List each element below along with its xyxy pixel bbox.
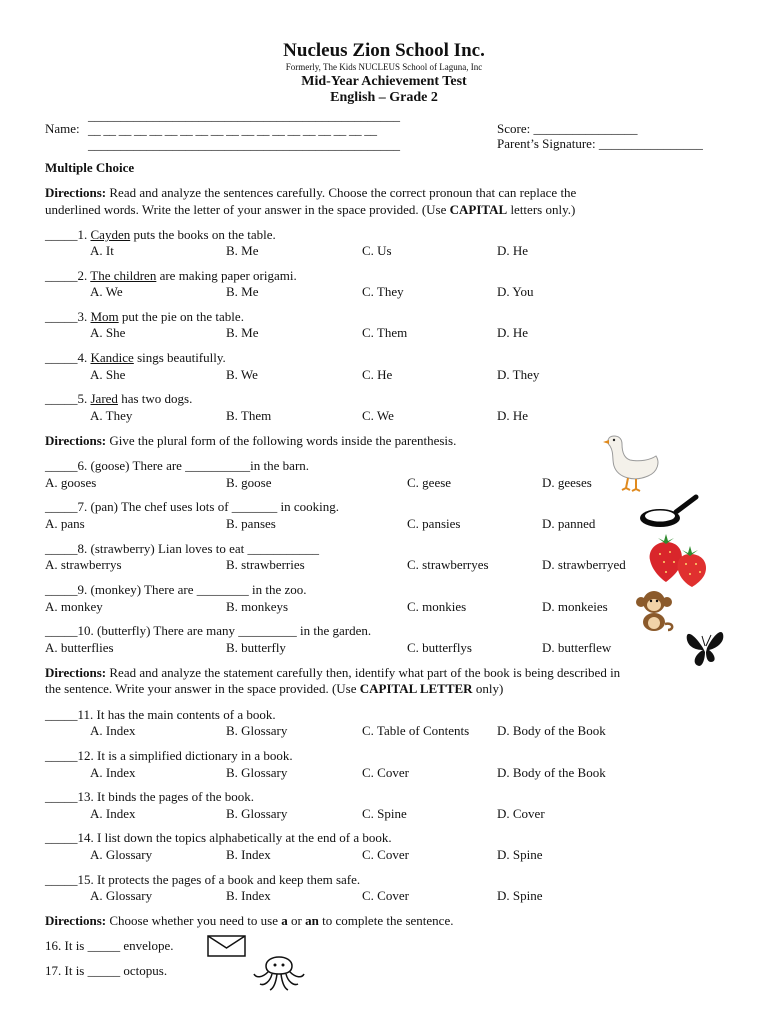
directions-4: Directions: Choose whether you need to use a or an to complete the sentence.	[45, 913, 454, 928]
answer-blank[interactable]: _____	[87, 938, 121, 953]
option[interactable]: B. Index	[226, 888, 271, 903]
option[interactable]: C. Cover	[362, 847, 409, 862]
directions-1-line2: underlined words. Write the letter of your answer in the space provided. (Use CAPITAL letters only.)	[45, 202, 576, 217]
option[interactable]: A. gooses	[45, 475, 97, 490]
answer-blank[interactable]: _____	[45, 268, 78, 283]
option[interactable]: C. Spine	[362, 806, 407, 821]
option[interactable]: B. strawberries	[226, 557, 305, 572]
option[interactable]: D. geeses	[542, 475, 592, 490]
option[interactable]: D. He	[497, 408, 529, 423]
formerly-line: Formerly, The Kids NUCLEUS School of Laguna, Inc	[285, 62, 483, 72]
option[interactable]: C. Table of Contents	[362, 723, 470, 738]
option[interactable]: A. butterflies	[45, 640, 114, 655]
monkey-icon	[632, 590, 676, 632]
article-item: 17. It is _____ octopus.	[45, 963, 168, 978]
answer-blank[interactable]: _____	[45, 227, 78, 242]
option[interactable]: D. He	[497, 243, 529, 258]
answer-blank[interactable]: _____	[45, 872, 78, 887]
option[interactable]: D. Spine	[497, 847, 543, 862]
option[interactable]: A. Index	[90, 806, 136, 821]
option[interactable]: D. He	[497, 325, 529, 340]
name-line-bottom[interactable]: ________________________________________________	[88, 137, 400, 152]
option[interactable]: A. Index	[90, 723, 136, 738]
score-label: Score:	[497, 121, 531, 136]
option[interactable]: C. geese	[407, 475, 452, 490]
option[interactable]: D. They	[497, 367, 540, 382]
pan-icon	[638, 494, 700, 530]
option[interactable]: D. strawberryed	[542, 557, 626, 572]
name-label: Name:	[45, 121, 80, 136]
option[interactable]: A. Index	[90, 765, 136, 780]
butterfly-icon	[683, 626, 727, 670]
option[interactable]: C. Cover	[362, 765, 409, 780]
option[interactable]: A. She	[90, 325, 126, 340]
option[interactable]: B. We	[226, 367, 258, 382]
option[interactable]: C. monkies	[407, 599, 467, 614]
answer-blank[interactable]: _____	[45, 309, 78, 324]
answer-blank[interactable]: _____	[45, 541, 78, 556]
option[interactable]: B. monkeys	[226, 599, 289, 614]
option[interactable]: D. Cover	[497, 806, 545, 821]
name-input-dashes[interactable]: __ __ __ __ __ __ __ __ __ __ __ __ __ __ __ __ __ __ __	[88, 122, 377, 137]
option[interactable]: A. Glossary	[90, 888, 153, 903]
option[interactable]: D. panned	[542, 516, 596, 531]
article-item: 16. It is _____ envelope.	[45, 938, 174, 953]
option[interactable]: B. Glossary	[226, 765, 288, 780]
option[interactable]: D. Spine	[497, 888, 543, 903]
option[interactable]: C. pansies	[407, 516, 461, 531]
directions-3: Directions: Read and analyze the statement carefully then, identify what part of the book is being described in	[45, 665, 621, 680]
option[interactable]: C. Cover	[362, 888, 409, 903]
option[interactable]: B. Me	[226, 325, 259, 340]
option[interactable]: B. butterfly	[226, 640, 286, 655]
strawberry-icon	[646, 532, 712, 588]
directions-1: Directions: Read and analyze the sentences carefully. Choose the correct pronoun that can replace the	[45, 185, 577, 200]
option[interactable]: A. We	[90, 284, 123, 299]
answer-blank[interactable]: _____	[45, 748, 78, 763]
answer-blank[interactable]: _____	[45, 350, 78, 365]
test-title: Mid-Year Achievement Test	[301, 74, 467, 89]
answer-blank[interactable]: _____	[45, 458, 78, 473]
option[interactable]: A. She	[90, 367, 126, 382]
option[interactable]: C. Us	[362, 243, 392, 258]
option[interactable]: A. pans	[45, 516, 85, 531]
option[interactable]: B. Index	[226, 847, 271, 862]
option[interactable]: B. Glossary	[226, 723, 288, 738]
section-title: Multiple Choice	[45, 160, 135, 175]
option[interactable]: A. They	[90, 408, 133, 423]
option[interactable]: B. Me	[226, 243, 259, 258]
score-input[interactable]: ________________	[533, 121, 638, 136]
option[interactable]: B. panses	[226, 516, 276, 531]
option[interactable]: C. They	[362, 284, 404, 299]
option[interactable]: B. goose	[226, 475, 272, 490]
answer-blank[interactable]: _____	[45, 623, 78, 638]
option[interactable]: A. strawberrys	[45, 557, 122, 572]
answer-blank[interactable]: _____	[45, 830, 78, 845]
option[interactable]: A. Glossary	[90, 847, 153, 862]
parent-signature-field	[497, 136, 703, 152]
option[interactable]: D. You	[497, 284, 534, 299]
option[interactable]: D. monkeies	[542, 599, 608, 614]
answer-blank[interactable]: _____	[87, 963, 121, 978]
score-field	[497, 121, 637, 137]
octopus-icon	[252, 948, 306, 992]
directions-3-line2: the sentence. Write your answer in the space provided. (Use CAPITAL LETTER only)	[45, 681, 504, 696]
option[interactable]: C. He	[362, 367, 393, 382]
answer-blank[interactable]: _____	[45, 582, 78, 597]
option[interactable]: C. butterflys	[407, 640, 472, 655]
option[interactable]: A. monkey	[45, 599, 103, 614]
option[interactable]: C. strawberryes	[407, 557, 489, 572]
option[interactable]: C. We	[362, 408, 394, 423]
option[interactable]: D. Body of the Book	[497, 765, 606, 780]
option[interactable]: B. Glossary	[226, 806, 288, 821]
answer-blank[interactable]: _____	[45, 499, 78, 514]
directions-2: Directions: Give the plural form of the following words inside the parenthesis.	[45, 433, 457, 448]
answer-blank[interactable]: _____	[45, 789, 78, 804]
parent-signature-label: Parent’s Signature:	[497, 136, 596, 151]
option[interactable]: B. Them	[226, 408, 272, 423]
name-line-top[interactable]: ________________________________________________	[88, 108, 400, 123]
parent-signature-input[interactable]: ________________	[598, 136, 703, 151]
option[interactable]: A. It	[90, 243, 114, 258]
option[interactable]: C. Them	[362, 325, 408, 340]
option[interactable]: D. Body of the Book	[497, 723, 606, 738]
option[interactable]: B. Me	[226, 284, 259, 299]
subject-title: English – Grade 2	[330, 90, 438, 105]
option[interactable]: D. butterflew	[542, 640, 612, 655]
school-name: Nucleus Zion School Inc.	[283, 40, 485, 61]
answer-blank[interactable]: _____	[45, 391, 78, 406]
envelope-icon	[207, 934, 247, 958]
answer-blank[interactable]: _____	[45, 707, 78, 722]
goose-icon	[600, 432, 664, 494]
